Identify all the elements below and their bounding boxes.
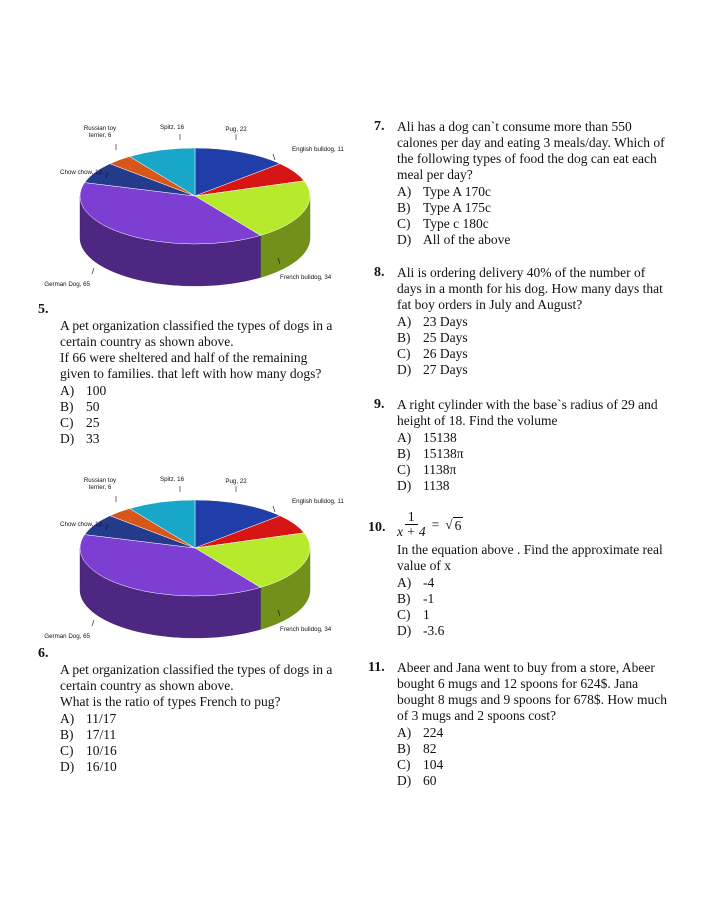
radicand: 6 bbox=[454, 517, 462, 533]
option-text: Type A 170c bbox=[423, 184, 492, 199]
option-letter: B) bbox=[397, 591, 411, 606]
answer-option[interactable] bbox=[397, 362, 663, 378]
answer-option[interactable] bbox=[60, 399, 332, 415]
option-letter: D) bbox=[397, 362, 412, 377]
question-6-options bbox=[60, 711, 332, 775]
answer-option[interactable] bbox=[60, 383, 332, 399]
answer-option[interactable] bbox=[397, 607, 663, 623]
option-letter: A) bbox=[397, 184, 412, 199]
pie-label-pug: Pug, 22 bbox=[225, 478, 247, 485]
answer-option[interactable] bbox=[397, 623, 663, 639]
question-9-line: height of 18. Find the volume bbox=[397, 413, 558, 428]
option-letter: A) bbox=[397, 430, 412, 445]
answer-option[interactable] bbox=[397, 330, 663, 346]
fraction-denominator: x + 4 bbox=[397, 524, 426, 539]
question-6-line: What is the ratio of types French to pug? bbox=[60, 694, 281, 709]
pie-label-chow: Chow chow, 12 bbox=[60, 169, 102, 176]
option-letter: D) bbox=[397, 232, 412, 247]
question-7-line: Ali has a dog can`t consume more than 550 bbox=[397, 119, 632, 134]
option-text: 1 bbox=[423, 607, 430, 622]
question-8-number: 8. bbox=[374, 265, 385, 280]
answer-option[interactable] bbox=[60, 711, 332, 727]
option-text: 1138π bbox=[423, 462, 457, 477]
question-5 bbox=[60, 318, 332, 447]
answer-option[interactable] bbox=[397, 346, 663, 362]
pie-1-slices bbox=[80, 148, 310, 244]
question-10 bbox=[397, 510, 663, 639]
answer-option[interactable] bbox=[397, 216, 665, 232]
pie-label-english: English bulldog, 11 bbox=[292, 146, 344, 153]
question-5-line: If 66 were sheltered and half of the remaining bbox=[60, 350, 308, 365]
question-10-options bbox=[397, 575, 663, 639]
option-text: 100 bbox=[86, 383, 107, 398]
option-text: 33 bbox=[86, 431, 100, 446]
equals-sign: = bbox=[431, 516, 440, 532]
answer-option[interactable] bbox=[397, 575, 663, 591]
option-text: 10/16 bbox=[86, 743, 117, 758]
option-letter: B) bbox=[397, 446, 411, 461]
question-11-line: bought 6 mugs and 12 spoons for 624$. Jana bbox=[397, 676, 639, 691]
question-11-line: Abeer and Jana went to buy from a store, Abeer bbox=[397, 660, 655, 675]
pie-label-german: German Dog, 65 bbox=[44, 633, 90, 640]
question-8-line: days in a month for his dog. How many days that bbox=[397, 281, 663, 296]
option-letter: D) bbox=[397, 478, 412, 493]
option-letter: A) bbox=[60, 711, 75, 726]
question-11-line: of 3 mugs and 2 spoons cost? bbox=[397, 708, 556, 723]
option-text: 27 Days bbox=[423, 362, 468, 377]
question-11-number: 11. bbox=[368, 660, 385, 675]
question-9 bbox=[397, 397, 658, 494]
option-text: 1138 bbox=[423, 478, 450, 493]
option-text: 11/17 bbox=[86, 711, 117, 726]
option-letter: B) bbox=[60, 399, 74, 414]
option-text: 25 Days bbox=[423, 330, 468, 345]
question-7-line: meal per day? bbox=[397, 167, 473, 182]
pie-label-russian: Russian toy terrier, 6 bbox=[83, 477, 117, 491]
square-root bbox=[445, 517, 463, 533]
option-letter: D) bbox=[60, 759, 75, 774]
pie-label-chow: Chow chow, 12 bbox=[60, 521, 102, 528]
question-9-options bbox=[397, 430, 658, 494]
option-text: All of the above bbox=[423, 232, 511, 247]
radical-sign: √ bbox=[445, 516, 453, 532]
question-5-line: A pet organization classified the types of dogs in a bbox=[60, 318, 333, 333]
question-11-stem bbox=[397, 660, 667, 724]
question-8-line: Ali is ordering delivery 40% of the number of bbox=[397, 265, 646, 280]
question-6 bbox=[60, 662, 332, 775]
question-6-line: certain country as shown above. bbox=[60, 678, 234, 693]
question-8-stem bbox=[397, 265, 663, 313]
answer-option[interactable] bbox=[397, 725, 667, 741]
answer-option[interactable] bbox=[60, 415, 332, 431]
option-text: 15138 bbox=[423, 430, 457, 445]
option-letter: D) bbox=[397, 773, 412, 788]
equation bbox=[397, 510, 663, 539]
question-10-line: value of x bbox=[397, 558, 451, 573]
question-5-line: given to families. that left with how many dogs? bbox=[60, 366, 322, 381]
option-letter: B) bbox=[397, 200, 411, 215]
pie-chart-2-svg bbox=[40, 470, 344, 650]
answer-option[interactable] bbox=[397, 446, 658, 462]
question-7-line: the following types of food the dog can eat each bbox=[397, 151, 657, 166]
pie-label-french: French bulldog, 34 bbox=[280, 274, 332, 281]
answer-option[interactable] bbox=[397, 462, 658, 478]
option-text: 82 bbox=[423, 741, 437, 756]
answer-option[interactable] bbox=[397, 314, 663, 330]
pie-label-spitz: Spitz, 16 bbox=[159, 476, 185, 483]
question-5-stem bbox=[60, 318, 332, 382]
option-text: Type A 175c bbox=[423, 200, 492, 215]
option-letter: C) bbox=[397, 346, 411, 361]
answer-option[interactable] bbox=[397, 757, 667, 773]
question-5-number: 5. bbox=[38, 302, 49, 317]
option-letter: B) bbox=[397, 330, 411, 345]
question-8-line: fat boy orders in July and August? bbox=[397, 297, 583, 312]
question-7-stem bbox=[397, 119, 665, 183]
option-letter: C) bbox=[60, 415, 74, 430]
option-text: -3.6 bbox=[423, 623, 445, 638]
question-8 bbox=[397, 265, 663, 378]
question-9-stem bbox=[397, 397, 658, 429]
option-letter: C) bbox=[397, 216, 411, 231]
option-text: 50 bbox=[86, 399, 100, 414]
equation-fraction bbox=[397, 510, 426, 539]
pie-label-russian: Russian toy terrier, 6 bbox=[83, 125, 117, 139]
pie-leader-english bbox=[273, 154, 275, 160]
option-text: 17/11 bbox=[86, 727, 117, 742]
pie-label-french: French bulldog, 34 bbox=[280, 626, 332, 633]
question-10-number: 10. bbox=[368, 520, 386, 535]
option-letter: C) bbox=[397, 607, 411, 622]
answer-option[interactable] bbox=[397, 430, 658, 446]
pie-leader-english bbox=[273, 506, 275, 512]
question-7 bbox=[397, 119, 665, 248]
question-9-number: 9. bbox=[374, 397, 385, 412]
answer-option[interactable] bbox=[60, 743, 332, 759]
option-letter: C) bbox=[397, 757, 411, 772]
question-9-line: A right cylinder with the base`s radius of 29 and bbox=[397, 397, 658, 412]
option-letter: A) bbox=[397, 725, 412, 740]
pie-chart-1 bbox=[40, 118, 344, 298]
question-8-options bbox=[397, 314, 663, 378]
question-11 bbox=[397, 660, 667, 789]
pie-leader-german bbox=[92, 620, 94, 626]
answer-option[interactable] bbox=[397, 200, 665, 216]
question-5-options bbox=[60, 383, 332, 447]
answer-option[interactable] bbox=[60, 431, 332, 447]
option-text: 23 Days bbox=[423, 314, 468, 329]
question-6-stem bbox=[60, 662, 332, 710]
question-6-number: 6. bbox=[38, 646, 49, 661]
option-text: 60 bbox=[423, 773, 437, 788]
pie-label-pug: Pug, 22 bbox=[225, 126, 247, 133]
pie-label-german: German Dog, 65 bbox=[44, 281, 90, 288]
option-text: 15138π bbox=[423, 446, 464, 461]
question-7-number: 7. bbox=[374, 119, 385, 134]
pie-2-slices bbox=[80, 500, 310, 596]
answer-option[interactable] bbox=[397, 591, 663, 607]
question-7-options bbox=[397, 184, 665, 248]
option-letter: B) bbox=[397, 741, 411, 756]
pie-label-english: English bulldog, 11 bbox=[292, 498, 344, 505]
option-text: -4 bbox=[423, 575, 435, 590]
question-6-line: A pet organization classified the types of dogs in a bbox=[60, 662, 333, 677]
option-letter: C) bbox=[397, 462, 411, 477]
pie-leader-german bbox=[92, 268, 94, 274]
answer-option[interactable] bbox=[397, 773, 667, 789]
option-text: 26 Days bbox=[423, 346, 468, 361]
option-text: 104 bbox=[423, 757, 444, 772]
question-10-line: In the equation above . Find the approximate real bbox=[397, 542, 663, 557]
option-letter: A) bbox=[60, 383, 75, 398]
question-11-line: bought 8 mugs and 9 spoons for 678$. How much bbox=[397, 692, 667, 707]
question-7-line: calones per day and eating 3 meals/day. Which of bbox=[397, 135, 665, 150]
option-text: 224 bbox=[423, 725, 444, 740]
option-text: 16/10 bbox=[86, 759, 117, 774]
fraction-numerator: 1 bbox=[405, 510, 418, 525]
answer-option[interactable] bbox=[397, 232, 665, 248]
option-letter: D) bbox=[60, 431, 75, 446]
answer-option[interactable] bbox=[397, 184, 665, 200]
option-text: 25 bbox=[86, 415, 100, 430]
question-5-line: certain country as shown above. bbox=[60, 334, 234, 349]
answer-option[interactable] bbox=[60, 759, 332, 775]
option-letter: A) bbox=[397, 314, 412, 329]
option-letter: D) bbox=[397, 623, 412, 638]
option-text: Type c 180c bbox=[423, 216, 489, 231]
pie-chart-1-svg bbox=[40, 118, 344, 298]
question-10-stem bbox=[397, 542, 663, 574]
option-text: -1 bbox=[423, 591, 435, 606]
answer-option[interactable] bbox=[397, 478, 658, 494]
pie-label-spitz: Spitz, 16 bbox=[159, 124, 185, 131]
answer-option[interactable] bbox=[60, 727, 332, 743]
option-letter: A) bbox=[397, 575, 412, 590]
pie-chart-2 bbox=[40, 470, 344, 650]
question-11-options bbox=[397, 725, 667, 789]
option-letter: B) bbox=[60, 727, 74, 742]
option-letter: C) bbox=[60, 743, 74, 758]
answer-option[interactable] bbox=[397, 741, 667, 757]
